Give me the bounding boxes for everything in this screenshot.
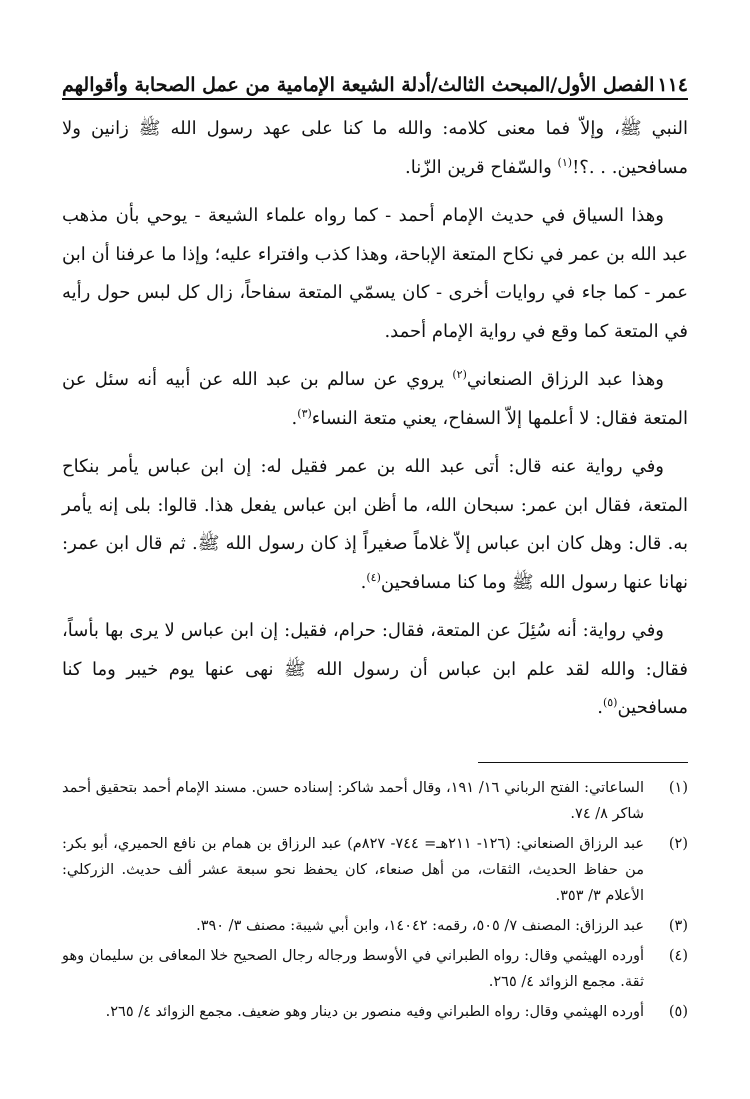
footnote-text: الساعاتي: الفتح الرباني ١٦/ ١٩١، وقال أحمد شاكر: إسناده حسن. مسند الإمام أحمد بتحقيق أحمد شاكر ٨/ ٧٤. (62, 780, 644, 822)
footnote-1 (62, 775, 688, 827)
footnote-5 (62, 999, 688, 1025)
paragraph-3: وهذا عبد الرزاق الصنعاني$^{(٢)}$ يروي عن سالم بن عبد الله عن أبيه أنه سئل عن المتعة فقال: لا أعلمها إلاّ السفاح، يعني متعة النساء$^{(٣)}$. (62, 368, 688, 429)
footnote-number: (٥) (668, 1004, 688, 1020)
footnote-3 (62, 913, 688, 939)
footnote-text: أورده الهيثمي وقال: رواه الطبراني وفيه منصور بن دينار وهو ضعيف. مجمع الزوائد ٤/ ٢٦٥. (105, 1004, 644, 1020)
footnote-number: (٢) (668, 836, 688, 852)
footnote-2 (62, 831, 688, 909)
footnote-text: أورده الهيثمي وقال: رواه الطبراني في الأوسط ورجاله رجال الصحيح خلا المعافى بن سليمان وهو ثقة. مجمع الزوائد ٤/ ٢٦٥. (62, 948, 644, 990)
header-divider (62, 98, 688, 100)
page-header (62, 62, 688, 96)
paragraph-4: وفي رواية عنه قال: أتى عبد الله بن عمر فقيل له: إن ابن عباس يأمر بنكاح المتعة، فقال ابن عمر: سبحان الله، ما أظن ابن عباس يفعل هذا. قالوا: بلى إنه يأمر به. قال: وهل كان ابن عباس إلاّ غلاماً صغيراً إذ كان رسول الله ﷺ. ثم قال ابن عمر: نهانا عنها رسول الله ﷺ وما كنا مسافحين$^{(٤)}$. (62, 456, 688, 593)
footnote-ref-5: (٥) (602, 696, 618, 709)
footnote-number: (٤) (668, 948, 688, 964)
paragraph-2: وهذا السياق في حديث الإمام أحمد - كما رواه علماء الشيعة - يوحي بأن مذهب عبد الله بن عمر في نكاح المتعة الإباحة، وهذا كذب وافتراء عليه؛ وإذا ما عرفنا أن ابن عمر - كما جاء في روايات أخرى - كان يسمّي المتعة سفاحاً، زال كل لبس حول رأيه في المتعة كما وقع في رواية الإمام أحمد. (62, 205, 688, 342)
footnote-ref-2: (٢) (452, 368, 467, 381)
footnote-ref-4: (٤) (366, 570, 381, 584)
footnotes (62, 775, 688, 1029)
main-text (62, 110, 688, 738)
footnote-text: عبد الرزاق الصنعاني: (١٢٦- ٢١١هـ= ٧٤٤- ٨٢٧م) عبد الرزاق بن همام بن نافع الحميري، أبو بكر: من حفاظ الحديث، الثقات، من أهل صنعاء، كان يحفظ نحو سبعة عشر ألف حديث. الزركلي: الأعلام ٣/ ٣٥٣. (62, 836, 645, 904)
footnote-divider (478, 762, 688, 763)
paragraph-1: النبي ﷺ، وإلاّ فما معنى كلامه: والله ما كنا على عهد رسول الله ﷺ زانين ولا مسافحين. . .؟!$^{(١)}$ والسّفاح قرين الزّنا. (62, 118, 688, 178)
footnote-number: (١) (668, 780, 688, 796)
footnote-ref-1: (١) (557, 155, 573, 169)
page-number: ١١٤ (657, 74, 688, 96)
footnote-text: عبد الرزاق: المصنف ٧/ ٥٠٥، رقمه: ١٤٠٤٢، وابن أبي شيبة: مصنف ٣/ ٣٩٠. (196, 918, 644, 934)
footnote-number: (٣) (668, 918, 688, 934)
running-title: الفصل الأول/المبحث الثالث/أدلة الشيعة الإمامية من عمل الصحابة وأقوالهم (62, 74, 655, 96)
footnote-4 (62, 943, 688, 995)
paragraph-5: وفي رواية: أنه سُئِلَ عن المتعة، فقال: حرام، فقيل: إن ابن عباس لا يرى بها بأساً، فقال: والله لقد علم ابن عباس أن رسول الله ﷺ نهى عنها يوم خيبر وما كنا مسافحين$^{(٥)}$. (62, 620, 688, 718)
footnote-ref-3: (٣) (297, 406, 312, 420)
